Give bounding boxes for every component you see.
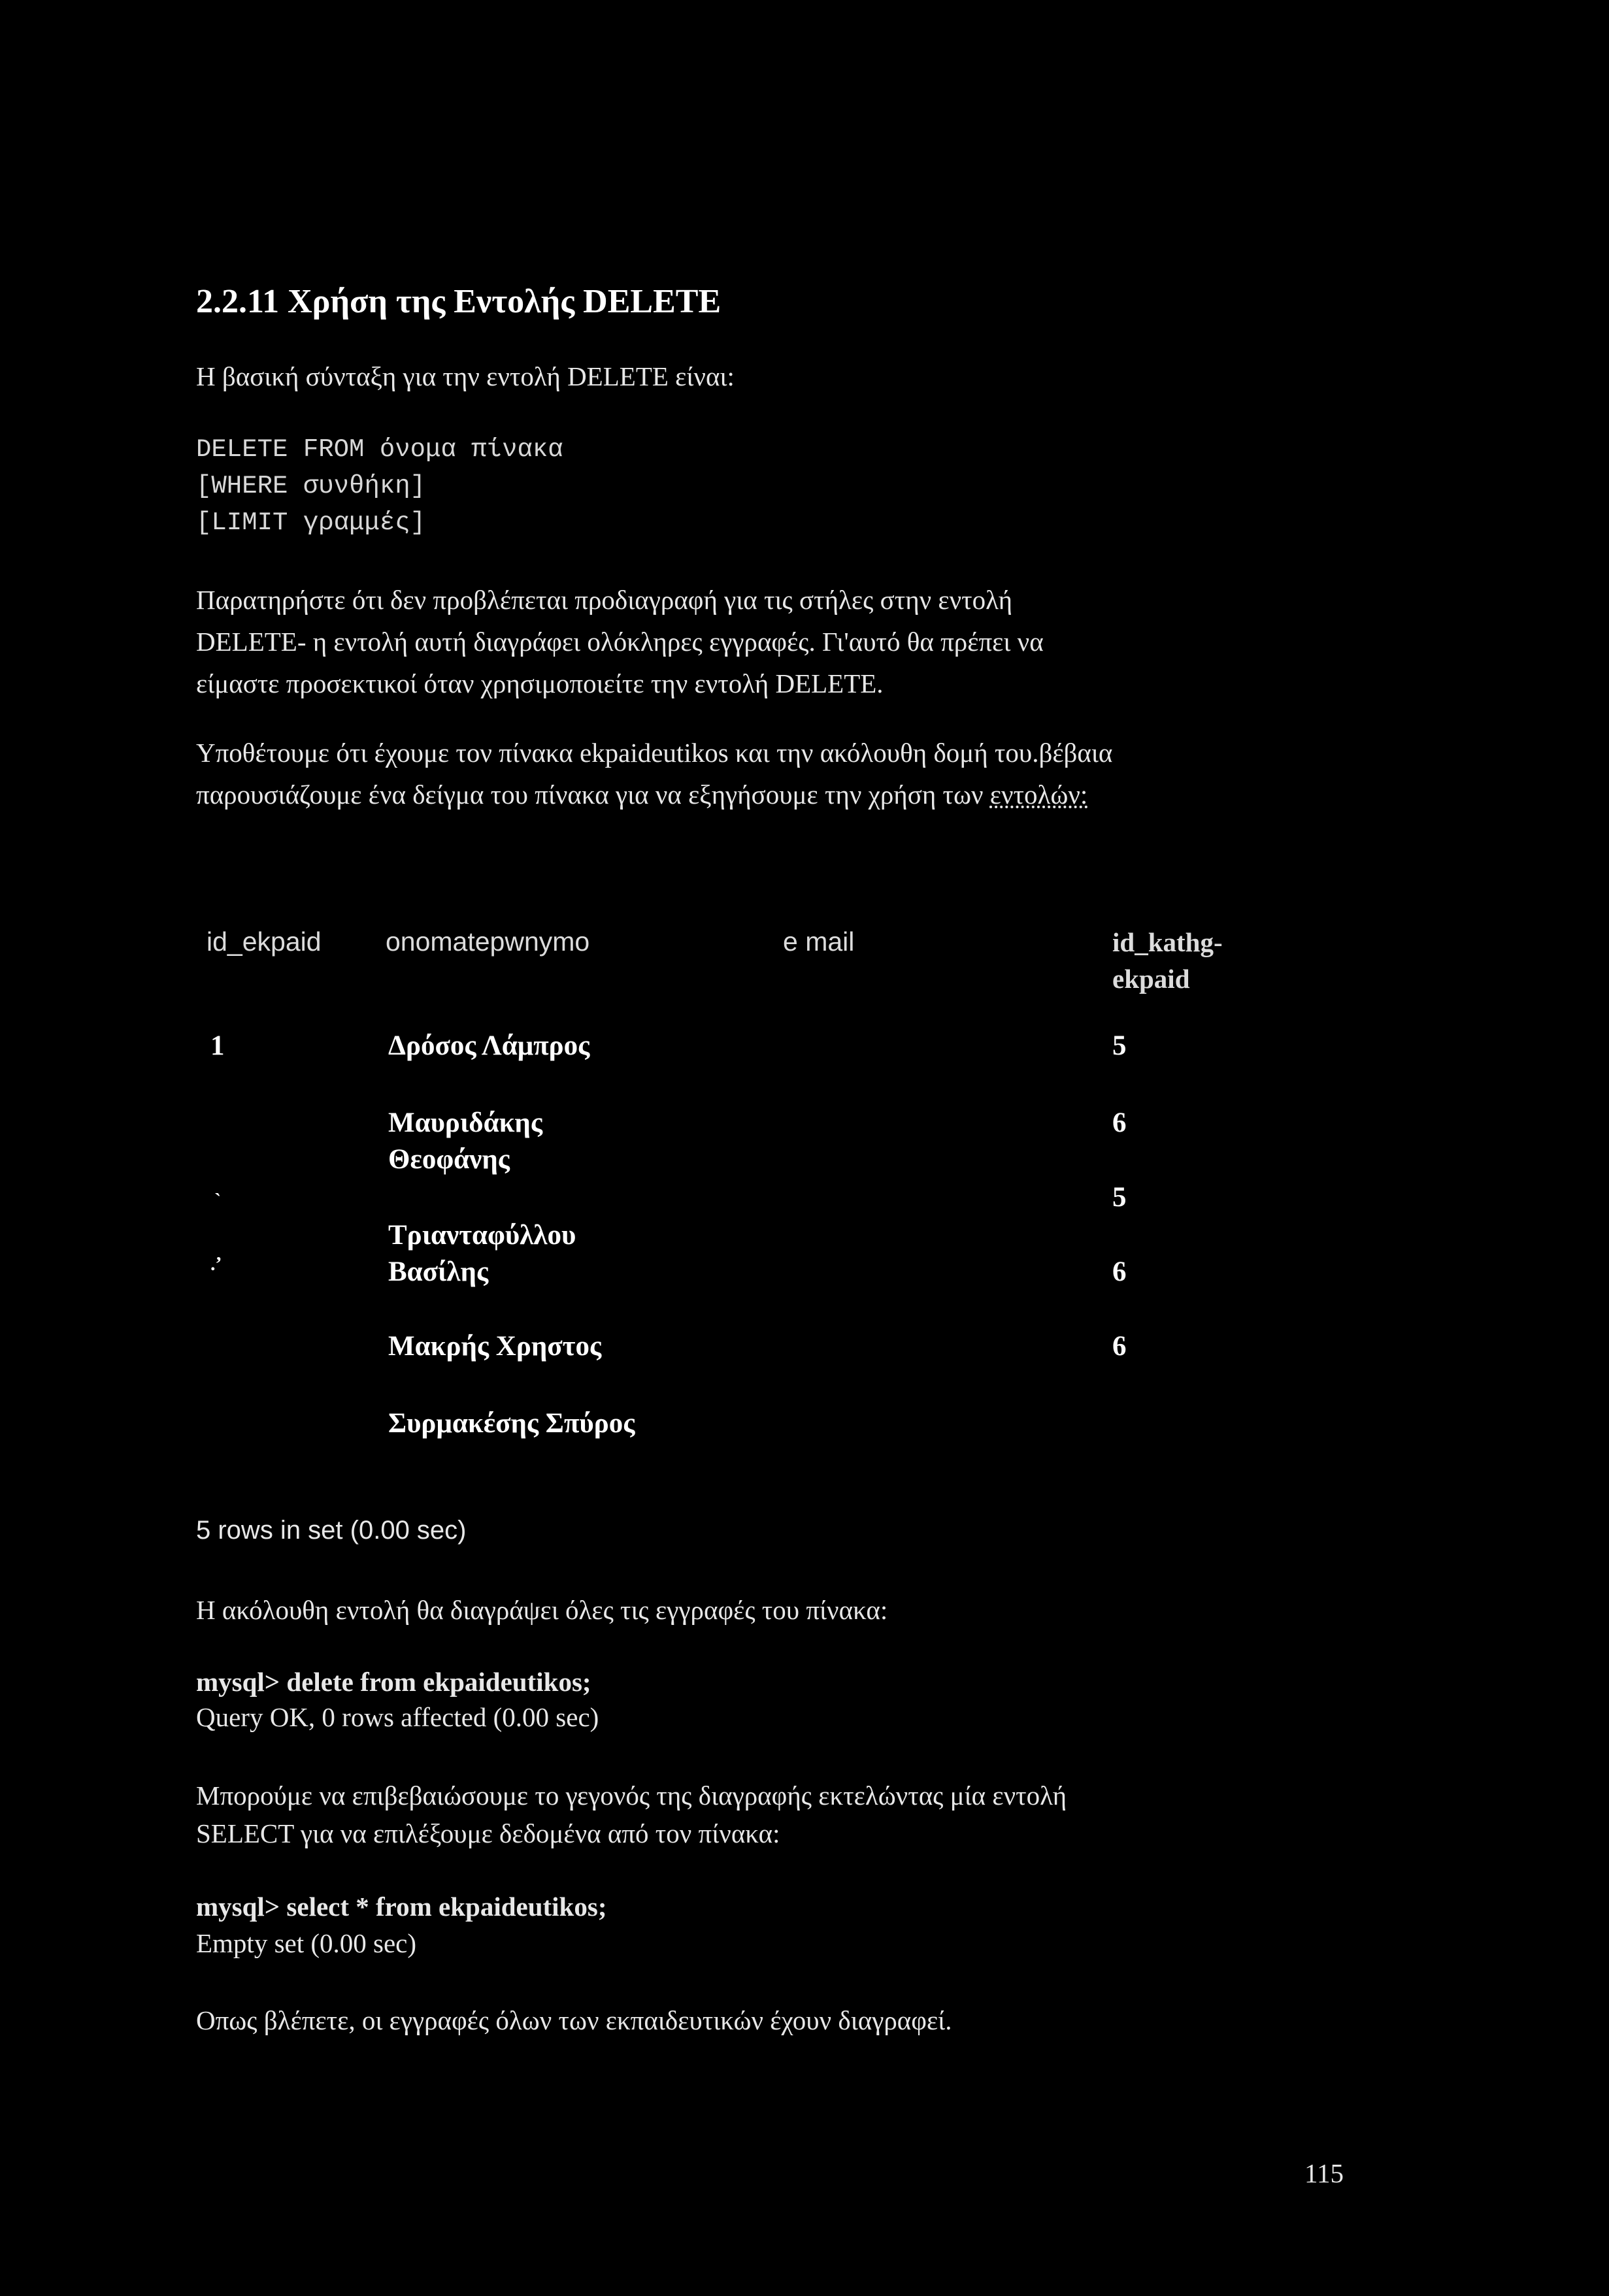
select-result: Empty set (0.00 sec) <box>196 1928 417 1958</box>
syntax-line-limit: [LIMIT γραμμές] <box>196 508 426 537</box>
cell-kathg: 5 <box>1112 1182 1127 1213</box>
intro-text: Η βασική σύνταξη για την εντολή DELETE είναι: <box>196 361 735 391</box>
rows-summary: 5 rows in set (0.00 sec) <box>196 1516 467 1545</box>
column-header-email: e mail <box>783 927 855 957</box>
cell-name: Δρόσος Λάμπρος <box>388 1030 590 1061</box>
syntax-line-where: [WHERE συνθήκη] <box>196 472 426 500</box>
cell-kathg: 6 <box>1112 1107 1127 1138</box>
note-line: DELETE- η εντολή αυτή διαγράφει ολόκληρες εγγραφές. Γι'αυτό θα πρέπει να <box>196 627 1044 657</box>
verify-line: SELECT για να επιλέξουμε δεδομένα από τον πίνακα: <box>196 1818 780 1848</box>
syntax-line-delete: DELETE FROM όνομα πίνακα <box>196 435 563 464</box>
conclusion-text: Οπως βλέπετε, οι εγγραφές όλων των εκπαιδευτικών έχουν διαγραφεί. <box>196 2005 952 2035</box>
cell-kathg: 6 <box>1112 1256 1127 1287</box>
column-header-kathg: ekpaid <box>1112 964 1190 994</box>
assume-line <box>196 779 1087 810</box>
cell-name: Μακρής Χρηστος <box>388 1331 602 1362</box>
assume-line-text: παρουσιάζουμε ένα δείγμα του πίνακα για να εξηγήσουμε την χρήση των <box>196 779 990 810</box>
cell-name: Βασίλης <box>388 1256 489 1287</box>
column-header-id: id_ekpaid <box>207 927 322 957</box>
cell-name: Θεοφάνης <box>388 1144 510 1175</box>
cell-name: Μαυριδάκης <box>388 1107 542 1138</box>
cell-kathg: 6 <box>1112 1331 1127 1362</box>
cell-mark: .ʼ <box>210 1253 222 1275</box>
page-number: 115 <box>1304 2158 1344 2188</box>
assume-line: Υποθέτουμε ότι έχουμε τον πίνακα ekpaideutikos και την ακόλουθη δομή του.βέβαια <box>196 738 1113 768</box>
delete-all-text: Η ακόλουθη εντολή θα διαγράψει όλες τις εγγραφές του πίνακα: <box>196 1595 888 1625</box>
note-line: είμαστε προσεκτικοί όταν χρησιμοποιείτε την εντολή DELETE. <box>196 668 884 698</box>
cell-mark: ˎ <box>214 1175 221 1196</box>
cell-name: Συρμακέσης Σπύρος <box>388 1408 635 1439</box>
cell-name: Τριανταφύλλου <box>388 1220 576 1251</box>
column-header-kathg: id_kathg- <box>1112 927 1223 957</box>
assume-line-underlined: εντολών: <box>989 779 1088 810</box>
verify-line: Μπορούμε να επιβεβαιώσουμε το γεγονός της διαγραφής εκτελώντας μία εντολή <box>196 1780 1067 1811</box>
delete-command: mysql> delete from ekpaideutikos; <box>196 1667 591 1697</box>
column-header-name: onomatepwnymo <box>386 927 590 957</box>
cell-kathg: 5 <box>1112 1030 1127 1061</box>
section-heading: 2.2.11 Χρήση της Εντολής DELETE <box>196 283 722 320</box>
select-command: mysql> select * from ekpaideutikos; <box>196 1892 607 1922</box>
note-line: Παρατηρήστε ότι δεν προβλέπεται προδιαγραφή για τις στήλες στην εντολή <box>196 585 1013 615</box>
delete-result: Query OK, 0 rows affected (0.00 sec) <box>196 1702 599 1732</box>
cell-id: 1 <box>210 1030 225 1061</box>
